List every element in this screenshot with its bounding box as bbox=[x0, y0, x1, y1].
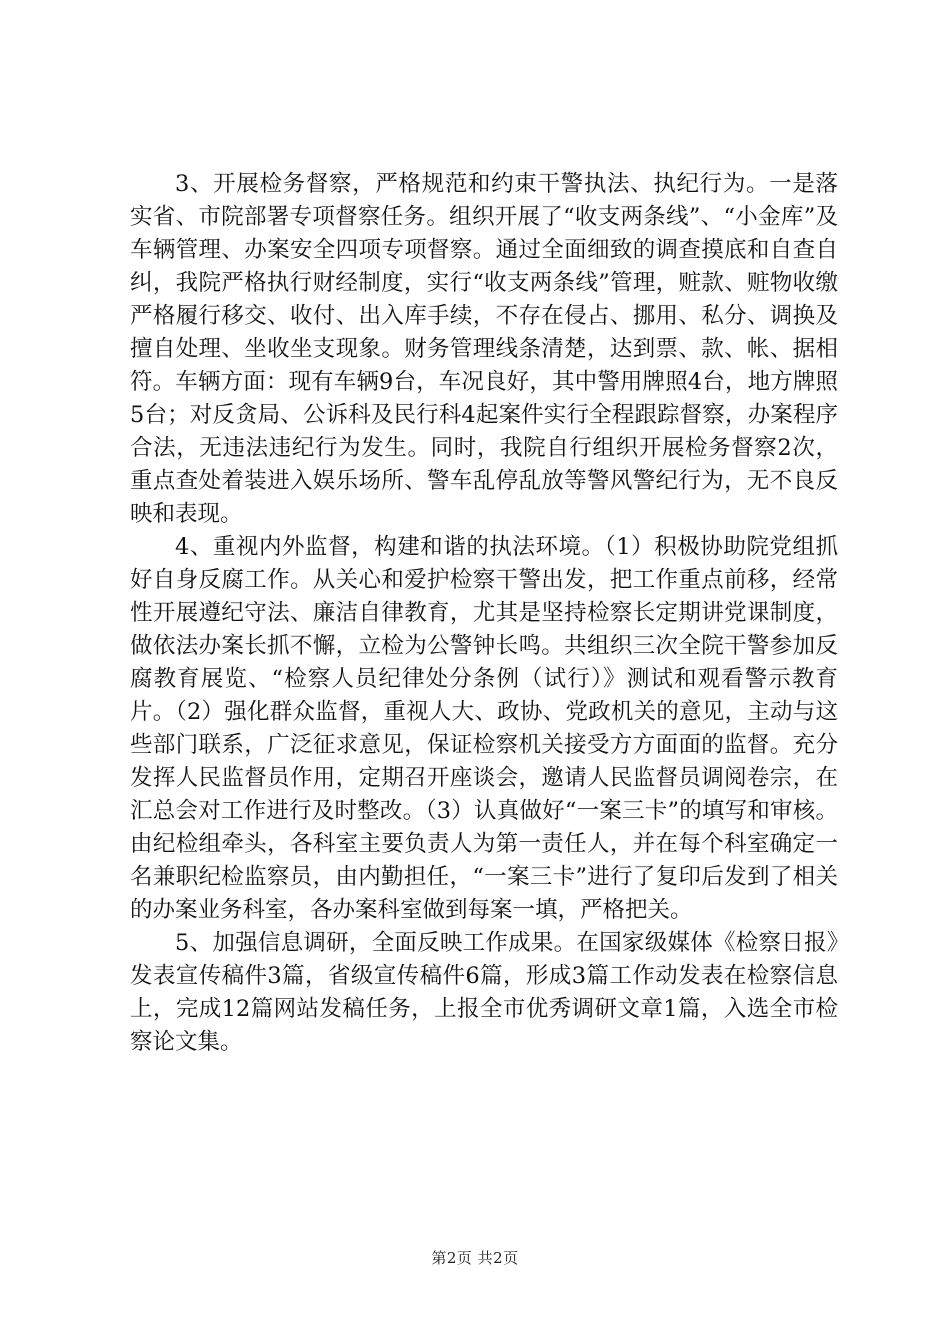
paragraph-oversight: 4、重视内外监督，构建和谐的执法环境。（1）积极协助院党组抓好自身反腐工作。从关心和爱护检察干警出发，把工作重点前移，经常性开展遵纪守法、廉洁自律教育，尤其是坚持检察长定期讲党课制度，做依法办案长抓不懈，立检为公警钟长鸣。共组织三次全院干警参加反腐教育展览、“检察人员纪律处分条例（试行）》测试和观看警示教育片。（2）强化群众监督，重视人大、政协、党政机关的意见，主动与这些部门联系，广泛征求意见，保证检察机关接受方方面面的监督。充分发挥人民监督员作用，定期召开座谈会，邀请人民监督员调阅卷宗，在汇总会对工作进行及时整改。（3）认真做好“一案三卡”的填写和审核。由纪检组牵头，各科室主要负责人为第一责任人，并在每个科室确定一名兼职纪检监察员，由内勤担任，“一案三卡”进行了复印后发到了相关的办案业务科室，各办案科室做到每案一填，严格把关。 bbox=[130, 534, 838, 923]
paragraph-supervision: 3、开展检务督察，严格规范和约束干警执法、执纪行为。一是落实省、市院部署专项督察任务。组织开展了“收支两条线”、“小金库”及车辆管理、办案安全四项专项督察。通过全面细致的调查摸底和自查自纠，我院严格执行财经制度，实行“收支两条线”管理，赃款、赃物收缴严格履行移交、收付、出入库手续，不存在侵占、挪用、私分、调换及擅自处理、坐收坐支现象。财务管理线条清楚，达到票、款、帐、据相符。车辆方面：现有车辆9台，车况良好，其中警用牌照4台，地方牌照5台；对反贪局、公诉科及民行科4起案件实行全程跟踪督察，办案程序合法，无违法违纪行为发生。同时，我院自行组织开展检务督察2次，重点查处着装进入娱乐场所、警车乱停乱放等警风警纪行为，无不良反映和表现。 bbox=[130, 171, 838, 527]
paragraph-research: 5、加强信息调研，全面反映工作成果。在国家级媒体《检察日报》发表宣传稿件3篇，省级宣传稿件6篇，形成3篇工作动发表在检察信息上，完成12篇网站发稿任务，上报全市优秀调研文章1篇，入选全市检察论文集。 bbox=[130, 930, 838, 1055]
page-number-footer: 第2页 共2页 bbox=[431, 1249, 519, 1267]
document-body bbox=[130, 168, 838, 1059]
